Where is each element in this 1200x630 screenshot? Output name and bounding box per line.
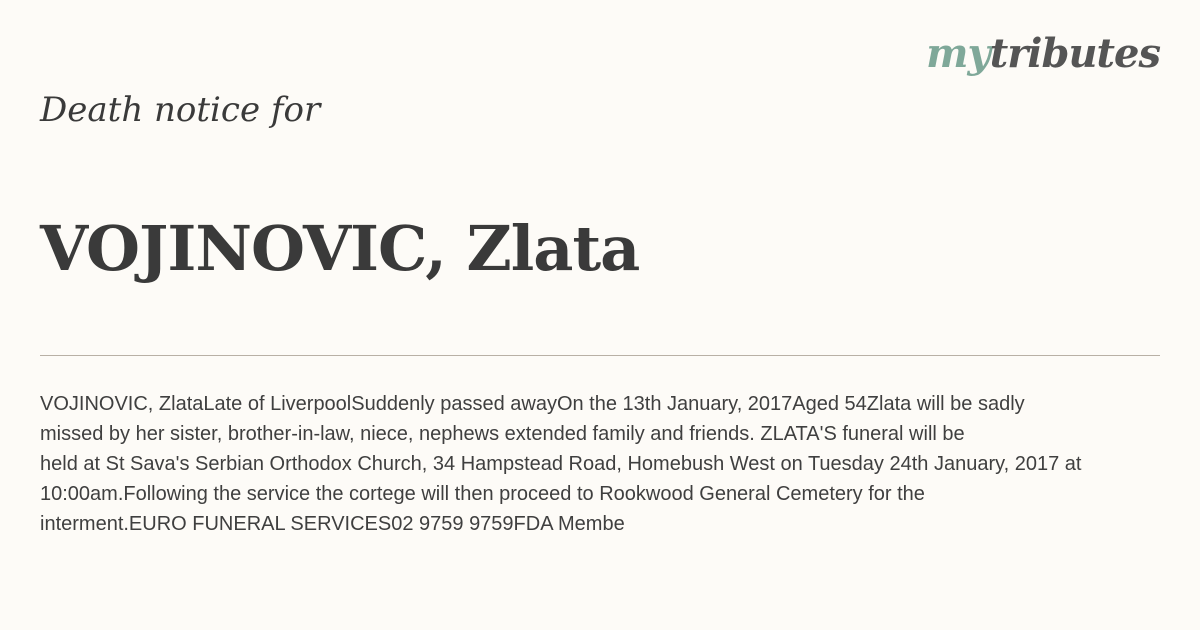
notice-subtitle: Death notice for xyxy=(40,90,321,130)
logo-my-text: my xyxy=(926,30,990,77)
deceased-name: VOJINOVIC, Zlata xyxy=(40,212,640,285)
logo-tributes-text: tributes xyxy=(989,30,1160,77)
divider xyxy=(40,355,1160,356)
mytributes-logo[interactable] xyxy=(926,30,1160,77)
notice-body: VOJINOVIC, ZlataLate of LiverpoolSuddenly passed awayOn the 13th January, 2017Aged 54Zlata will be sadly missed by her sister, brother-in-law, niece, nephews extended family and friends. ZLATA'S funeral will be held at St Sava's Serbian Orthodox Church, 34 Hampstead Road, Homebush West on Tuesday 24th January, 2017 at 10:00am.Following the service the cortege will then proceed to Rookwood General Cemetery for the interment.EURO FUNERAL SERVICES02 9759 9759FDA Membe xyxy=(40,393,1082,535)
